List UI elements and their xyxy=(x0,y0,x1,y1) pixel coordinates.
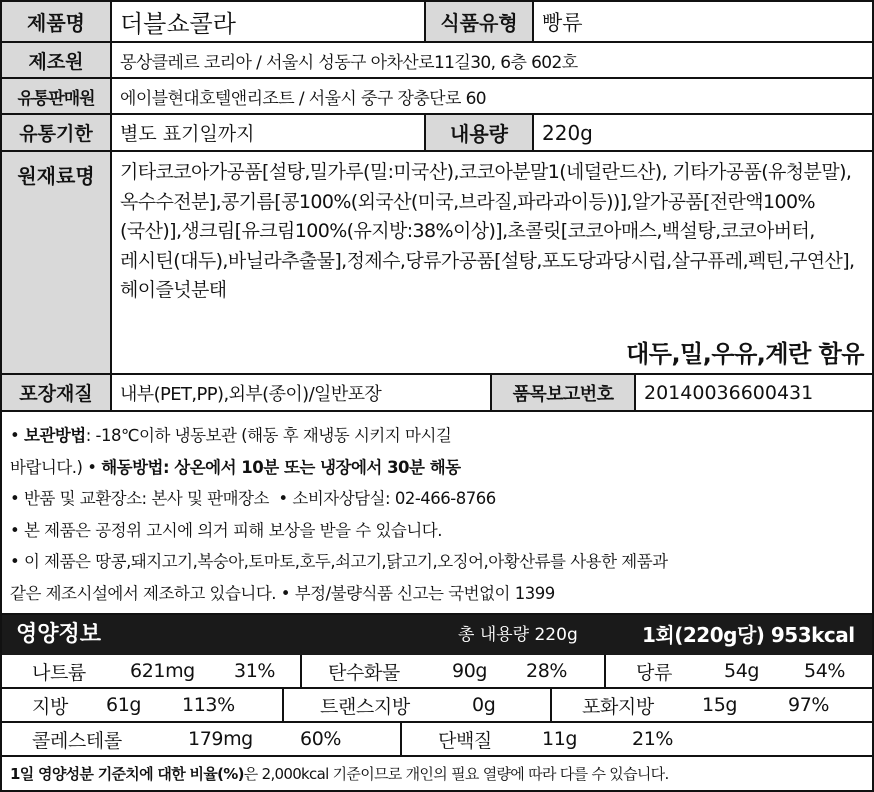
manufacturer-row xyxy=(2,43,872,79)
expiry-value: 별도 표기일까지 xyxy=(120,123,255,145)
sugars-name: 당류 xyxy=(636,661,672,684)
packaging-row xyxy=(2,375,872,412)
nutrition-serving: 1회(220g당) 953kcal xyxy=(642,623,855,647)
nutrition-header xyxy=(2,615,872,655)
manufacturer-header: 제조원 xyxy=(2,43,112,77)
ingredients-text: 기타코코아가공품[설탕,밀가루(밀:미국산),코코아분말1(네덜란드산), 기타가공품(유청분말),옥수수전분],콩기름[콩100%(외국산(미국,브라질,파라과이등))],알가공품[전란액100%(국산)],생크림[유크림100%(유지방:38%이상)],초콜릿[코코아매스,백설탕,코코아버터,레시틴(대두),바닐라추출물],정제수,당류가공품[설탕,포도당과당시럽,살구퓨레,펙틴,구연산],헤이즐넛분태 xyxy=(120,161,855,301)
protein-amount: 11g xyxy=(542,728,578,750)
packaging-header: 포장재질 xyxy=(2,375,112,410)
expiry-header: 유통기한 xyxy=(2,115,112,150)
sodium-name: 나트륨 xyxy=(32,661,86,684)
footnote-bold: 1일 영양성분 기준치에 대한 비율(%) xyxy=(10,765,244,783)
trans-fat-amount: 0g xyxy=(472,694,496,716)
packaging-value: 내부(PET,PP),외부(종이)/일반포장 xyxy=(120,383,382,405)
storage-text: : -18℃이하 냉동보관 (해동 후 재냉동 시키지 마시길 xyxy=(85,426,452,445)
divider xyxy=(400,723,402,755)
food-type: 빵류 xyxy=(542,10,583,35)
expiry-row xyxy=(2,115,872,152)
sodium-pct: 31% xyxy=(234,660,276,682)
nutrition-row-1 xyxy=(2,655,872,689)
fat-pct: 113% xyxy=(182,694,235,716)
carbs-amount: 90g xyxy=(452,660,488,682)
notes-block xyxy=(2,412,872,615)
report-hotline: • 부정/불량식품 신고는 국번없이 1399 xyxy=(280,583,555,603)
storage-line: • 보관방법: -18℃이하 냉동보관 (해동 후 재냉동 시키지 마시길 xyxy=(10,426,452,445)
nutrition-row-3 xyxy=(2,723,872,757)
cholesterol-name: 콜레스테롤 xyxy=(32,729,122,752)
sugars-pct: 54% xyxy=(804,660,846,682)
manufacturer-value: 몽상클레르 코리아 / 서울시 성동구 아차산로11길30, 6층 602호 xyxy=(120,52,578,73)
report-number-header: 품목보고번호 xyxy=(490,375,636,410)
allergy-line-2-text: 같은 제조시설에서 제조하고 있습니다. xyxy=(10,583,277,603)
protein-pct: 21% xyxy=(632,728,674,750)
fat-name: 지방 xyxy=(32,695,68,718)
distributor-header: 유통판매원 xyxy=(2,79,112,113)
thaw-label: 해동방법 xyxy=(101,457,163,477)
allergy-line-1: • 이 제품은 땅콩,돼지고기,복숭아,토마토,호두,쇠고기,닭고기,오징어,아황산류를 사용한 제품과 xyxy=(10,552,668,571)
exchange-text: • 반품 및 교환장소: 본사 및 판매장소 xyxy=(10,489,269,508)
carbs-pct: 28% xyxy=(526,660,568,682)
content-value: 220g xyxy=(542,120,593,145)
allergy-line-2 xyxy=(10,578,866,610)
thaw-text: : 상온에서 10분 또는 냉장에서 30분 해동 xyxy=(162,457,461,477)
nutrition-total: 총 내용량 220g xyxy=(458,625,578,645)
footnote-rest: 은 2,000kcal 기준이므로 개인의 필요 열량에 따라 다를 수 있습니다. xyxy=(243,765,669,783)
compensation-line: • 본 제품은 공정위 고시에 의거 피해 보상을 받을 수 있습니다. xyxy=(10,520,442,540)
cholesterol-pct: 60% xyxy=(300,728,342,750)
food-type-header: 식품유형 xyxy=(424,2,534,41)
nutrition-row-2 xyxy=(2,689,872,723)
product-name: 더블쇼콜라 xyxy=(120,10,236,38)
sodium-amount: 621mg xyxy=(130,660,195,682)
product-row xyxy=(2,2,872,43)
daily-value-footnote xyxy=(2,757,872,790)
distributor-value: 에이블현대호텔앤리조트 / 서울시 중구 장충단로 60 xyxy=(120,88,487,109)
divider xyxy=(604,655,606,687)
storage-label: 보관방법 xyxy=(23,426,86,445)
cholesterol-amount: 179mg xyxy=(188,728,253,750)
divider xyxy=(282,689,284,721)
storage-text-cont: 바랍니다.) xyxy=(10,457,83,477)
sugars-amount: 54g xyxy=(724,660,760,682)
allergen-notice: 대두,밀,우유,계란 함유 xyxy=(626,340,864,368)
ingredients-row xyxy=(2,152,872,375)
carbs-name: 탄수화물 xyxy=(328,661,400,684)
divider xyxy=(300,655,302,687)
product-name-header: 제품명 xyxy=(2,2,112,41)
distributor-row xyxy=(2,79,872,115)
thaw-line: 바랍니다.) • 해동방법: 상온에서 10분 또는 냉장에서 30분 해동 xyxy=(10,457,461,477)
sat-fat-pct: 97% xyxy=(788,694,830,716)
exchange-line xyxy=(10,483,866,515)
report-number: 20140036600431 xyxy=(644,381,814,404)
divider xyxy=(550,689,552,721)
sat-fat-amount: 15g xyxy=(702,694,738,716)
consumer-center: • 소비자상담실: 02-466-8766 xyxy=(278,489,496,508)
fat-amount: 61g xyxy=(106,694,142,716)
protein-name: 단백질 xyxy=(438,729,492,752)
sat-fat-name: 포화지방 xyxy=(582,695,654,718)
nutrition-title: 영양정보 xyxy=(16,622,102,647)
ingredients-header: 원재료명 xyxy=(2,152,112,373)
trans-fat-name: 트랜스지방 xyxy=(320,695,410,718)
content-header: 내용량 xyxy=(424,115,534,150)
